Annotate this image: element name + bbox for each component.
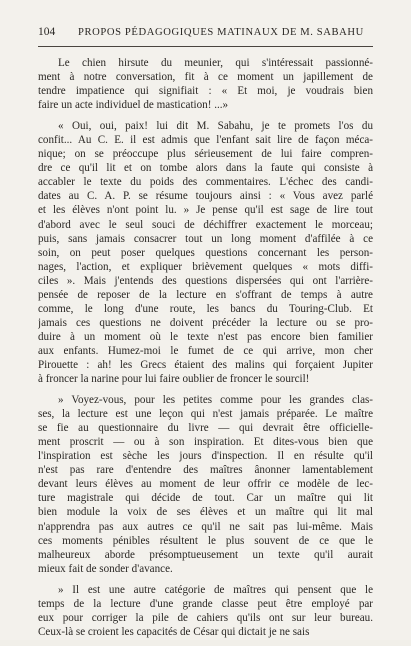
text-line: » Voyez-vous, pour les petites comme pour les grandes clas-: [58, 394, 373, 407]
text-line: tendre impatience qui signifiait : « Et moi, je voudrais bien: [38, 85, 373, 98]
text-line: mieux fait de sonder d'avance.: [38, 562, 173, 575]
text-line: dates au C. A. P. se résume toujours ainsi : « Vous avez parlé: [38, 190, 373, 203]
paragraph: [38, 393, 373, 576]
header-rule: [38, 46, 373, 47]
text-line: confit... Au C. E. il est admis que l'enfant sait lire de façon méca-: [38, 134, 373, 147]
text-line: et les élèves n'ont point lu. » Je pense qu'il est sage de lire tout: [38, 204, 373, 217]
text-line: Ceux-là se croient les capacités de César qui dictait je ne sais: [38, 625, 310, 638]
text-line: ciles ». Mais j'entends des questions dispersées qui ont l'arrière-: [38, 274, 373, 287]
text-line: n'apprendra pas aux autres ce qu'il ne sait pas lui-même. Mais: [38, 520, 373, 533]
text-line: eux pour corriger la pile de cahiers qu'ils ont sur leur bureau.: [38, 611, 373, 624]
text-line: devant leurs élèves au moment de leur offrir ce modèle de lec-: [38, 478, 373, 491]
text-line: bien module la voix de ses élèves et un maître qui lit mal: [38, 506, 373, 519]
paragraph: [38, 119, 373, 386]
text-line: soin, on peut poser quelques questions concernant les person-: [38, 246, 373, 259]
text-line: ture magistrale qui décide de tout. Car un maître qui lit: [38, 492, 373, 505]
text-line: ment à notre conversation, fit à ce moment un japillement de: [38, 71, 373, 84]
text-line: à froncer la narine pour lui faire oublier de froncer le sourcil!: [38, 373, 310, 386]
paragraph: [38, 56, 373, 112]
running-title: PROPOS PÉDAGOGIQUES MATINAUX DE M. SABAHU: [78, 27, 364, 38]
text-line: ces moments pénibles résultent le plus souvent de ce que le: [38, 534, 373, 547]
body-text: [38, 56, 373, 646]
text-line: l'inspiration est sèche les jours d'inspection. Il en résulte qu'il: [38, 450, 373, 463]
text-line: ment proscrit — ou à son inspiration. Et dites-vous bien que: [38, 436, 373, 449]
text-line: accabler le texte du poids des commentaires. L'échec des candi-: [38, 176, 373, 189]
text-line: dre ce qu'il lit et on tombe alors dans la faute qui consiste à: [38, 162, 373, 175]
text-line: ses, la lecture est une leçon qui n'est jamais préparée. Le maître: [38, 408, 373, 421]
text-line: nages, l'action, et expliquer brièvement quelques « mots diffi-: [38, 260, 373, 273]
text-line: nique; on se préoccupe plus sérieusement de lui faire compren-: [38, 148, 373, 161]
text-line: temps de la lecture d'une grande classe peut être employé par: [38, 597, 373, 610]
text-line: comme, le long d'une route, les bancs du Touring-Club. Et: [38, 302, 373, 315]
text-line: faire un acte individuel de mastication! ...»: [38, 99, 229, 112]
text-line: pensée de reposer de la lecture en s'offrant de temps à autre: [38, 288, 373, 301]
text-line: » Il est une autre catégorie de maîtres qui pensent que le: [58, 583, 373, 596]
text-line: « Oui, oui, paix! lui dit M. Sabahu, je te promets l'os du: [58, 120, 373, 133]
text-line: malheureux aborde présomptueusement un texte qu'il aurait: [38, 548, 373, 561]
text-line: aux enfants. Humez-moi le fumet de ce qui arrive, mon cher: [38, 344, 373, 357]
text-line: duire à un moment où le texte n'est pas encore bien familier: [38, 330, 373, 343]
paragraph: [38, 583, 373, 639]
text-line: se fie au questionnaire du livre — qui devrait être officielle-: [38, 422, 373, 435]
text-line: puis, sans jamais consacrer tout un long moment d'affilée à ce: [38, 232, 373, 245]
text-line: d'abord avec le seul souci de déchiffrer exactement le morceau;: [38, 218, 373, 231]
text-line: Le chien hirsute du meunier, qui s'intéressait passionné-: [58, 57, 373, 69]
page-header: [38, 26, 373, 42]
page-number: 104: [38, 26, 56, 38]
text-line: Pirouette : ah! les Grecs étaient des malins qui forçaient Jupiter: [38, 358, 373, 371]
text-line: n'est pas rare d'entendre des maîtres ânonner lamentablement: [38, 464, 373, 477]
text-line: jamais ces questions ne doivent précéder la lecture ou se pro-: [38, 316, 373, 329]
